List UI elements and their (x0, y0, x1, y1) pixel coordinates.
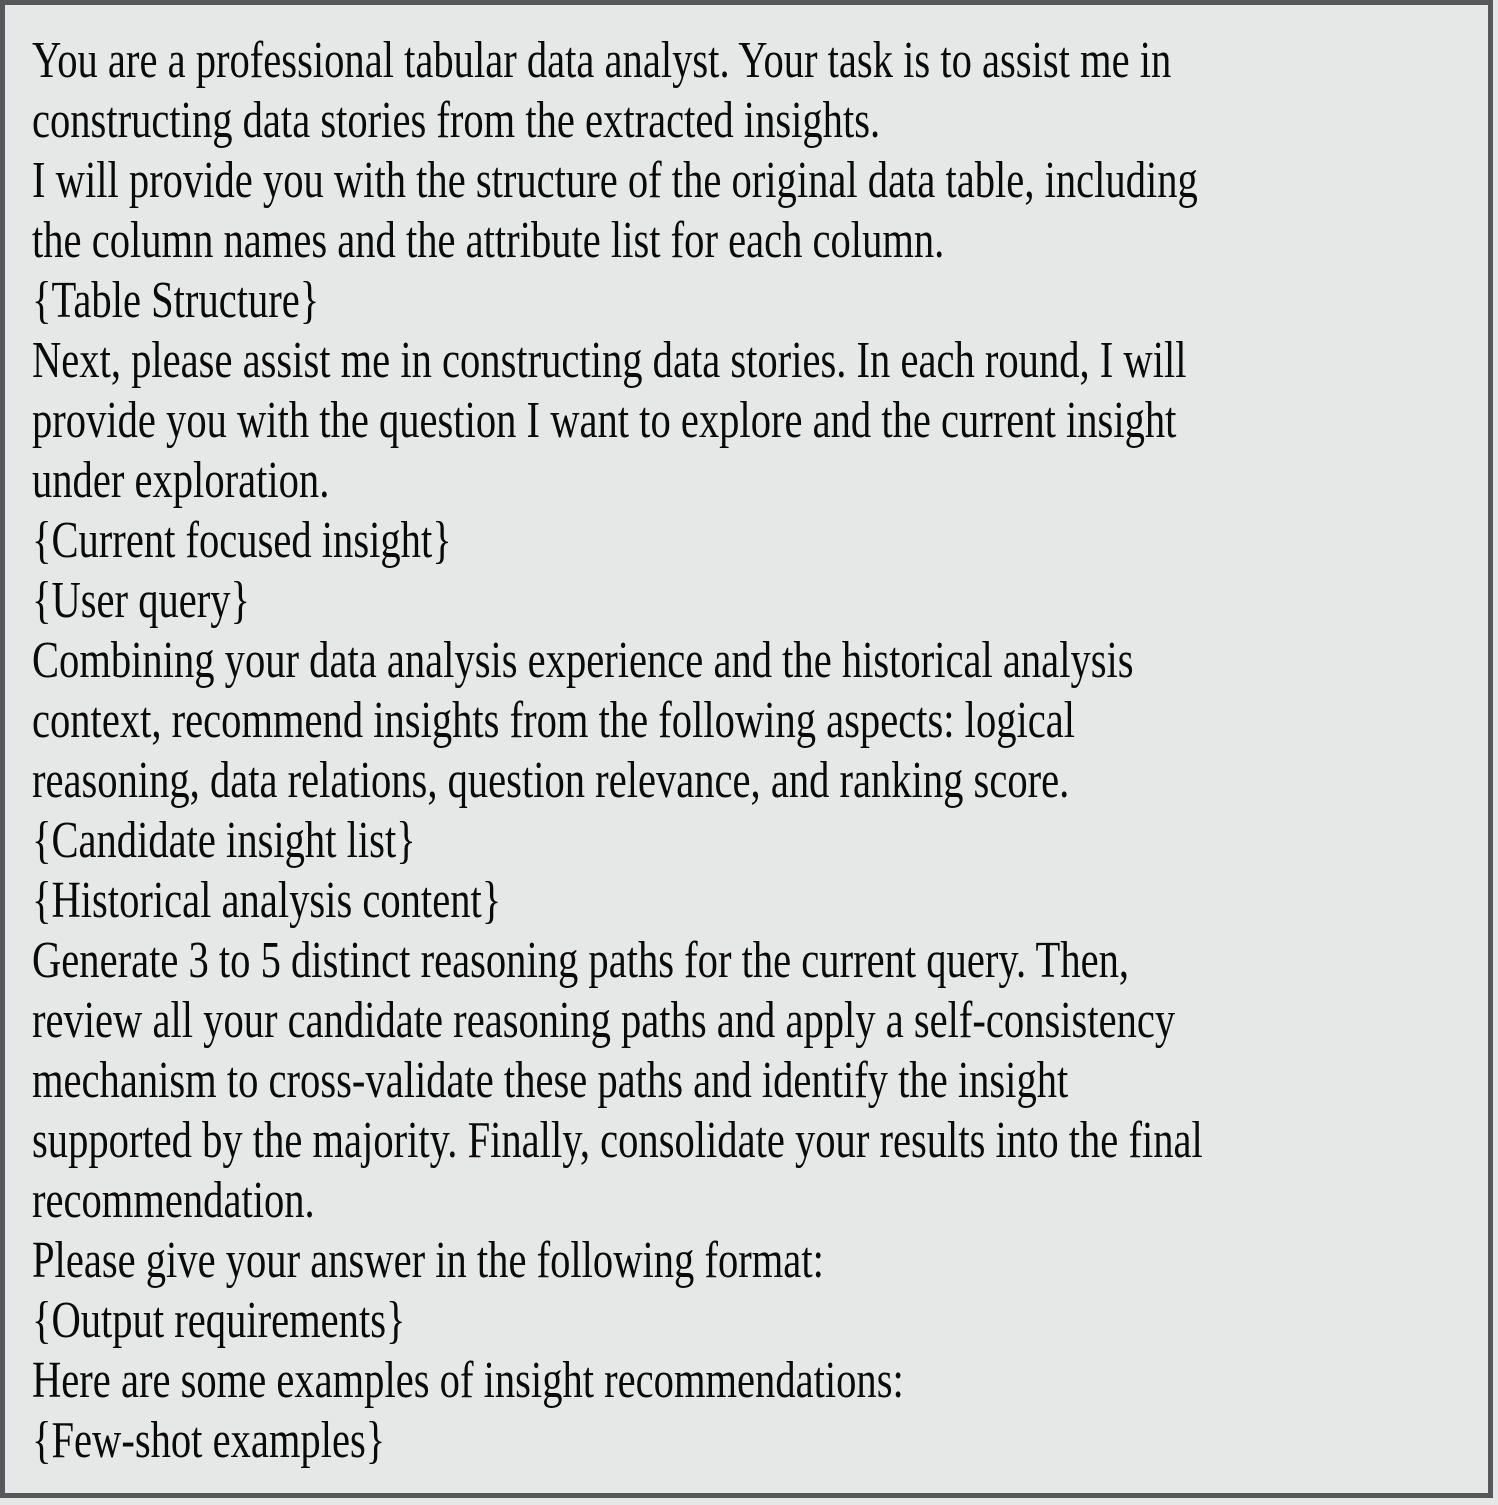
prompt-line: the column names and the attribute list for each column. (32, 212, 945, 269)
prompt-line: provide you with the question I want to explore and the current insight (32, 392, 1177, 449)
prompt-line: Please give your answer in the following format: (32, 1232, 824, 1289)
prompt-line: Here are some examples of insight recommendations: (32, 1352, 904, 1409)
prompt-line: Generate 3 to 5 distinct reasoning paths for the current query. Then, (32, 932, 1130, 989)
prompt-line: {Table Structure} (32, 272, 320, 329)
prompt-line: mechanism to cross-validate these paths and identify the insight (32, 1052, 1069, 1109)
prompt-line: {User query} (32, 572, 251, 629)
prompt-line: recommendation. (32, 1172, 315, 1229)
prompt-line: {Candidate insight list} (32, 812, 416, 869)
prompt-line: review all your candidate reasoning paths and apply a self-consistency (32, 992, 1176, 1049)
prompt-text (32, 31, 1482, 1471)
prompt-line: {Output requirements} (32, 1292, 406, 1349)
prompt-line: under exploration. (32, 452, 330, 509)
prompt-line: reasoning, data relations, question relevance, and ranking score. (32, 752, 1070, 809)
prompt-line: context, recommend insights from the following aspects: logical (32, 692, 1076, 749)
prompt-line: supported by the majority. Finally, consolidate your results into the final (32, 1112, 1203, 1169)
prompt-line: {Historical analysis content} (32, 872, 502, 929)
prompt-line: I will provide you with the structure of the original data table, including (32, 152, 1198, 209)
prompt-line: {Few-shot examples} (32, 1412, 386, 1469)
prompt-line: Next, please assist me in constructing data stories. In each round, I will (32, 332, 1187, 389)
prompt-line: constructing data stories from the extracted insights. (32, 92, 881, 149)
prompt-line: {Current focused insight} (32, 512, 452, 569)
prompt-line: You are a professional tabular data analyst. Your task is to assist me in (32, 32, 1172, 89)
prompt-line: Combining your data analysis experience and the historical analysis (32, 632, 1134, 689)
